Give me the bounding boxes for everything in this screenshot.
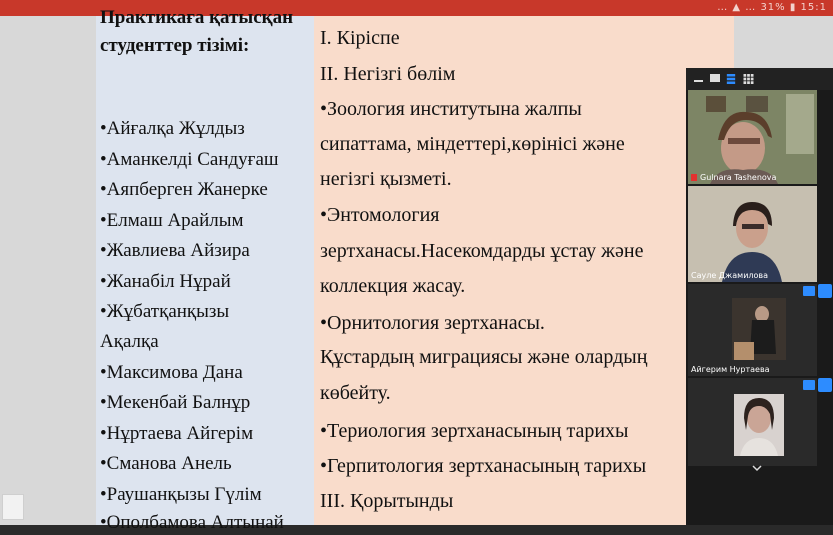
participant-video [688,186,817,282]
student-item: •Аяпберген Жанерке [100,179,268,200]
student-item: •Максимова Дана [100,362,243,383]
muted-mic-icon [691,174,697,181]
slide-left-margin [0,16,96,525]
outline-line: зертханасы.Насекомдарды ұстау және [320,240,644,262]
outline-line: сипаттама, міндеттері,көрінісі және [320,133,625,155]
gallery-grid-icon[interactable] [743,74,754,84]
chevron-down-icon[interactable] [752,464,762,472]
outline-line: III. Қорытынды [320,490,454,512]
scroll-indicator[interactable] [818,378,832,392]
student-list-title: Практикаға қатысқан студенттер тізімі: [100,7,294,56]
student-item: •Жавлиева Айзира [100,240,250,261]
participant-tile[interactable] [688,378,817,466]
gallery-toolbar [686,68,833,90]
outline-line: •Териология зертханасының тарихы [320,420,629,442]
student-item: •Жұбатқанқызы [100,301,230,322]
outline-line: •Орнитология зертханасы. [320,312,545,334]
video-gallery-panel [686,68,833,525]
outline-line: •Герпитология зертханасының тарихы [320,455,647,477]
outline-line: II. Негізгі бөлім [320,63,456,85]
participant-tile[interactable] [688,186,817,282]
outline-line: Құстардың миграциясы және олардың [320,346,648,368]
participant-name: Айгерим Нуртаева [691,365,770,374]
more-options-button[interactable] [803,380,815,390]
participant-name: Сауле Джамилова [691,271,769,280]
outline-line: коллекция жасау. [320,275,466,297]
participant-video [688,378,817,466]
student-item: •Раушанқызы Гүлім [100,484,262,505]
student-item: •Мекенбай Балнұр [100,392,251,413]
student-item: •Сманова Анель [100,453,232,474]
status-text: … ▲ … 31% ▮ 15:1 [717,2,827,13]
outline-line: негізгі қызметі. [320,168,452,190]
student-item: •Жанабіл Нұрай [100,271,231,292]
student-item: Ақалқа [100,331,159,352]
student-item: •Ополбамова Алтынай [100,512,284,533]
participant-name: Gulnara Tashenova [700,173,777,182]
student-item: •Елмаш Арайлым [100,210,244,231]
window-icon[interactable] [710,74,720,82]
more-options-button[interactable] [803,286,815,296]
minimize-icon[interactable] [694,74,703,82]
participant-video [688,284,817,376]
scroll-indicator[interactable] [818,284,832,298]
outline-line: •Энтомология [320,204,440,226]
participant-tile[interactable] [688,284,817,376]
speaker-view-icon[interactable] [726,74,736,84]
outline-line: көбейту. [320,382,391,404]
outline-column [314,16,734,525]
student-item: •Айғалқа Жұлдыз [100,118,245,139]
participant-video [688,90,817,184]
outline-line: I. Кіріспе [320,27,400,49]
outline-line: •Зоология институтына жалпы [320,98,582,120]
scroll-tab[interactable] [2,494,24,520]
student-item: •Нұртаева Айгерім [100,423,254,444]
student-item: •Аманкелді Сандуғаш [100,149,279,170]
participant-tile[interactable] [688,90,817,184]
